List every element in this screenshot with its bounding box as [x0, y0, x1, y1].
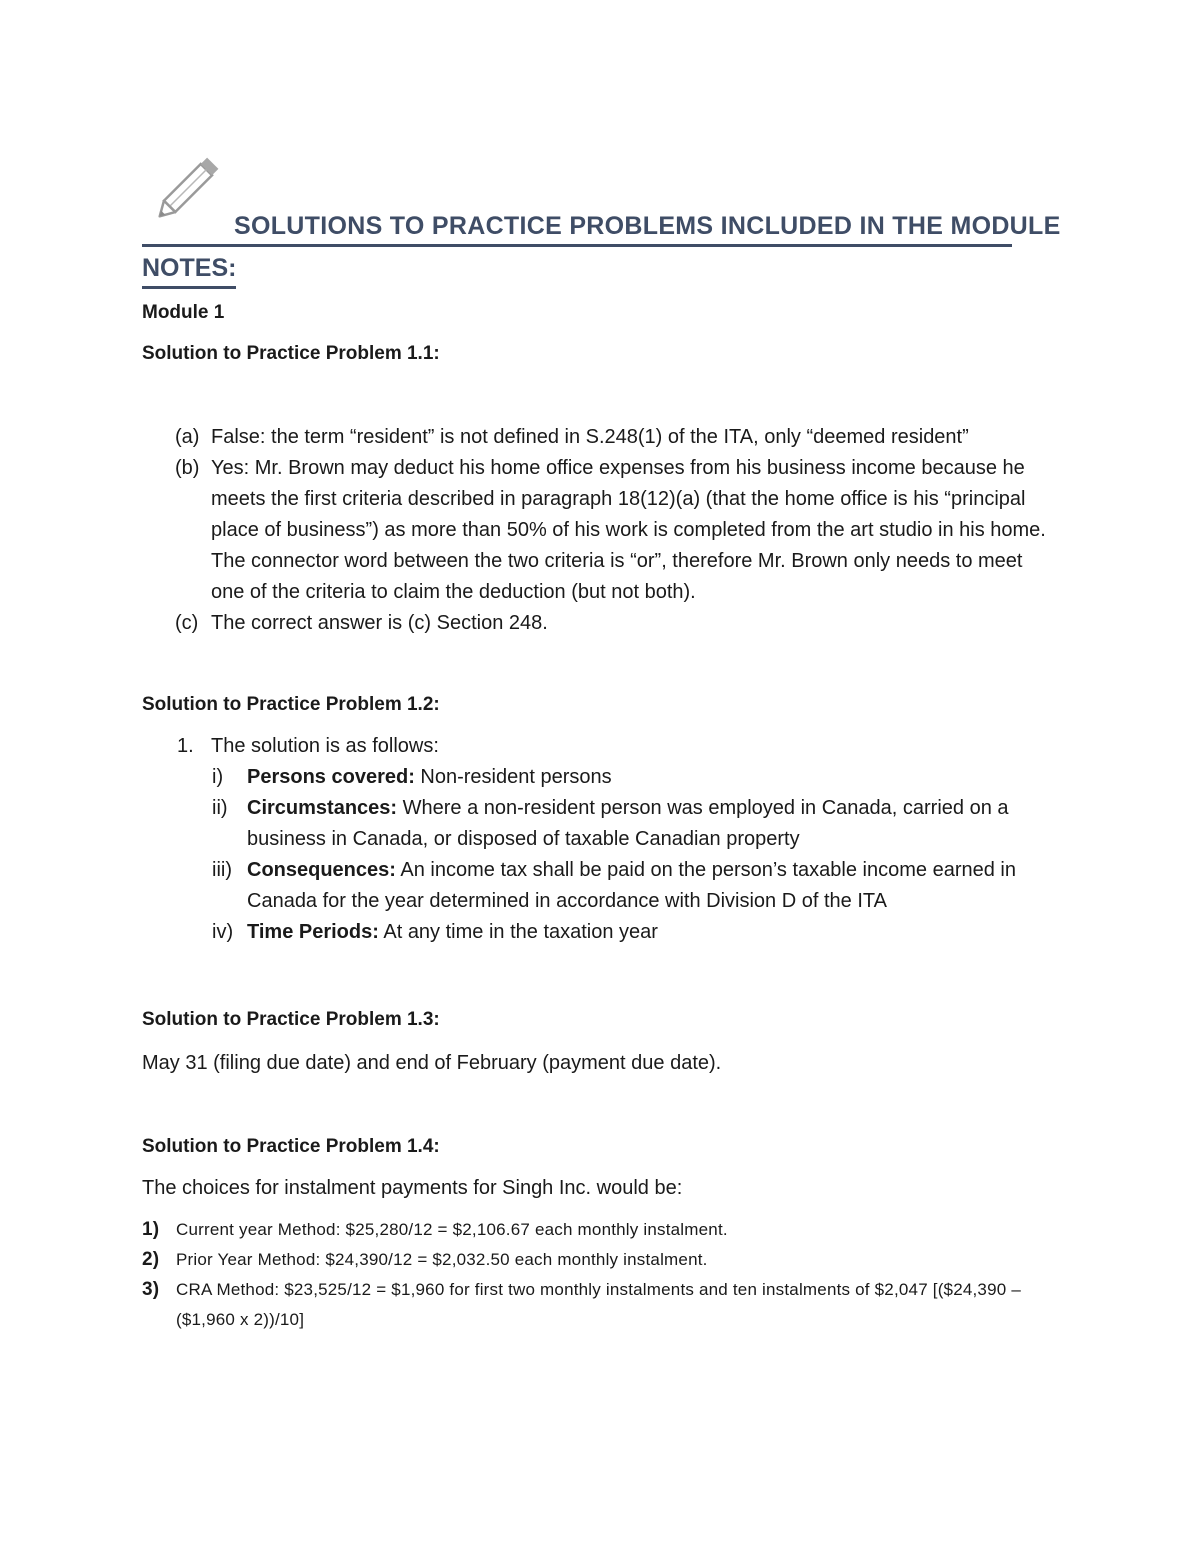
list-item	[175, 453, 1055, 608]
list-marker: i)	[212, 766, 224, 788]
list-item	[212, 855, 1057, 917]
notes-heading: NOTES:	[142, 254, 237, 282]
list-item-text: An income tax shall be paid on the person’s taxable income earned in Canada for the year determined in accordance with Division D of the ITA	[247, 859, 1016, 912]
list-marker: 3)	[142, 1279, 160, 1300]
list-item-text: Yes: Mr. Brown may deduct his home office expenses from his business income because he meets the first criteria described in paragraph 18(12)(a) (that the home office is his “principal place of business”) as more than 50% of his work is completed from the art studio in his home. The connector word between the two criteria is “or”, therefore Mr. Brown only needs to meet one of the criteria to claim the deduction (but not both).	[211, 457, 1046, 603]
list-marker: 1.	[177, 735, 194, 757]
list-item	[212, 793, 1057, 855]
list-item	[175, 422, 1055, 453]
list-marker: (a)	[175, 426, 200, 448]
page-title-block	[142, 210, 1061, 247]
problem-1-4-list	[142, 1215, 1062, 1335]
list-marker: (c)	[175, 612, 199, 634]
title-underline	[142, 244, 1012, 247]
list-marker: (b)	[175, 457, 200, 479]
list-marker: ii)	[212, 797, 228, 819]
page-title: SOLUTIONS TO PRACTICE PROBLEMS INCLUDED IN THE MODULE	[234, 212, 1061, 240]
list-item-text: Non-resident persons	[414, 766, 612, 788]
item-label: Persons covered:	[247, 766, 415, 788]
notes-underline	[142, 286, 236, 289]
list-item-text: At any time in the taxation year	[378, 921, 658, 943]
list-marker: iv)	[212, 921, 234, 943]
item-label: Time Periods:	[247, 921, 379, 943]
list-item	[212, 762, 1057, 793]
list-item	[142, 1275, 1062, 1335]
list-item-text: Current year Method: $25,280/12 = $2,106.67 each monthly instalment.	[176, 1220, 728, 1239]
list-item-text: Where a non-resident person was employed in Canada, carried on a business in Canada, or disposed of taxable Canadian property	[247, 797, 1009, 850]
list-item-text: Prior Year Method: $24,390/12 = $2,032.50 each monthly instalment.	[176, 1250, 708, 1269]
list-marker: 1)	[142, 1219, 160, 1240]
list-item	[142, 1245, 1062, 1275]
problem-1-3-heading: Solution to Practice Problem 1.3:	[142, 1009, 440, 1030]
problem-1-1-heading: Solution to Practice Problem 1.1:	[142, 343, 440, 364]
module-heading: Module 1	[142, 302, 225, 323]
problem-1-4-intro: The choices for instalment payments for Singh Inc. would be:	[142, 1177, 683, 1199]
list-item-text: The correct answer is (c) Section 248.	[211, 612, 548, 634]
problem-1-3-answer: May 31 (filing due date) and end of February (payment due date).	[142, 1052, 722, 1074]
problem-1-2-intro	[177, 731, 1057, 762]
list-item	[177, 731, 1057, 762]
problem-1-2-heading: Solution to Practice Problem 1.2:	[142, 694, 440, 715]
list-item	[212, 917, 1057, 948]
problem-1-2-list	[212, 762, 1057, 948]
item-label: Circumstances:	[247, 797, 398, 819]
list-item	[175, 608, 1055, 639]
list-item	[142, 1215, 1062, 1245]
problem-1-4-heading: Solution to Practice Problem 1.4:	[142, 1136, 440, 1157]
list-item-text: The solution is as follows:	[211, 735, 439, 757]
problem-1-1-list	[175, 422, 1055, 639]
list-item-text: CRA Method: $23,525/12 = $1,960 for first two monthly instalments and ten instalments of $2,047 [($24,390 – ($1,960 x 2))/10]	[176, 1280, 1021, 1329]
list-marker: iii)	[212, 859, 232, 881]
list-item-text: False: the term “resident” is not defined in S.248(1) of the ITA, only “deemed resident”	[211, 426, 969, 448]
item-label: Consequences:	[247, 859, 396, 881]
list-marker: 2)	[142, 1249, 160, 1270]
